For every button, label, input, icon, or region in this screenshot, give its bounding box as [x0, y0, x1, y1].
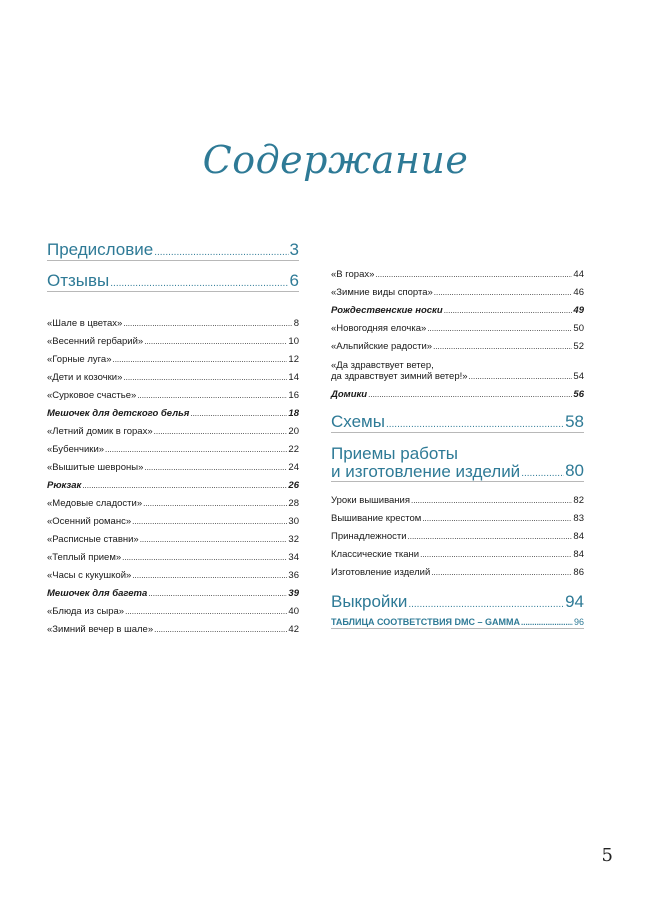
toc-entry-page: 3 — [289, 240, 299, 259]
toc-left-column — [47, 236, 299, 635]
divider — [47, 260, 299, 261]
toc-entry-label: «Медовые сладости» — [47, 498, 143, 509]
toc-entry-label: Домики — [331, 389, 368, 400]
toc-entry-label: Мешочек для багета — [47, 588, 148, 599]
toc-entry-page: 50 — [573, 323, 584, 334]
toc-entry-label: «В горах» — [331, 269, 375, 280]
toc-entry[interactable] — [331, 316, 584, 334]
dot-leader — [469, 372, 573, 382]
toc-entry-page: 86 — [573, 567, 584, 578]
toc-list-techniques — [331, 488, 584, 578]
toc-entry-label: «Альпийские радости» — [331, 341, 433, 352]
toc-entry-label-line2: и изготовление изделий — [331, 462, 521, 481]
dot-leader — [375, 270, 572, 280]
dot-leader — [132, 571, 287, 581]
toc-entry[interactable] — [47, 347, 299, 365]
toc-entry-label: «Вышитые шевроны» — [47, 462, 144, 473]
toc-entry[interactable] — [331, 334, 584, 352]
dot-leader — [144, 337, 287, 347]
toc-entry[interactable] — [331, 262, 584, 280]
toc-entry-label: «Блюда из сыра» — [47, 606, 125, 617]
toc-entry-page: 14 — [288, 372, 299, 383]
divider — [47, 291, 299, 292]
toc-entry-label-line2: да здравствует зимний ветер!» — [331, 371, 468, 382]
toc-entry[interactable] — [331, 542, 584, 560]
dot-leader — [431, 568, 572, 578]
toc-entry-page: 22 — [288, 444, 299, 455]
dot-leader — [444, 306, 573, 316]
toc-entry-page: 16 — [288, 390, 299, 401]
toc-entry-label: Выкройки — [331, 592, 408, 611]
dot-leader — [110, 277, 288, 291]
toc-entry-page: 8 — [293, 318, 299, 329]
toc-entry-label: «Весенний гербарий» — [47, 336, 144, 347]
toc-entry-label: Уроки вышивания — [331, 495, 411, 506]
toc-entry-page: 10 — [288, 336, 299, 347]
toc-entry-label-line1: Приемы работы — [331, 444, 458, 463]
toc-entry[interactable] — [331, 524, 584, 542]
toc-entry-page: 49 — [573, 305, 584, 316]
toc-entry[interactable] — [331, 560, 584, 578]
toc-entry[interactable] — [47, 311, 299, 329]
toc-entry-label: «Зимний вечер в шале» — [47, 624, 154, 635]
toc-entry-page: 80 — [565, 461, 584, 480]
toc-entry-page: 42 — [288, 624, 299, 635]
toc-entry-label: «Теплый прием» — [47, 552, 122, 563]
toc-entry-label: «Зимние виды спорта» — [331, 287, 433, 298]
dot-leader — [368, 390, 572, 400]
toc-right-column — [331, 262, 584, 629]
toc-entry[interactable] — [47, 329, 299, 347]
dot-leader — [143, 499, 287, 509]
toc-entry-page: 32 — [288, 534, 299, 545]
toc-entry-page: 52 — [573, 341, 584, 352]
page-title: Содержание — [202, 138, 469, 182]
dot-leader — [122, 553, 287, 563]
toc-entry[interactable] — [47, 473, 299, 491]
toc-entry-label: Классические ткани — [331, 549, 420, 560]
toc-entry[interactable] — [331, 506, 584, 524]
toc-entry[interactable] — [331, 488, 584, 506]
toc-entry-label: Вышивание крестом — [331, 513, 422, 524]
toc-entry-page: 82 — [573, 495, 584, 506]
toc-entry-label: «Расписные ставни» — [47, 534, 139, 545]
toc-entry-label: «Часы с кукушкой» — [47, 570, 132, 581]
toc-entry-schemes[interactable] — [331, 410, 584, 432]
dot-leader — [411, 496, 572, 506]
dot-leader — [123, 373, 287, 383]
toc-entry-label: «Летний домик в горах» — [47, 426, 153, 437]
dot-leader — [148, 589, 287, 599]
toc-entry-page: 44 — [573, 269, 584, 280]
toc-entry-page: 58 — [565, 412, 584, 431]
dot-leader — [144, 463, 287, 473]
dot-leader — [154, 246, 288, 260]
toc-entry-page: 56 — [573, 389, 584, 400]
toc-entry[interactable] — [47, 491, 299, 509]
toc-entry[interactable] — [47, 437, 299, 455]
toc-entry-page: 40 — [288, 606, 299, 617]
toc-entry-page: 54 — [573, 371, 584, 382]
dot-leader — [132, 517, 287, 527]
toc-entry-label: «Осенний романс» — [47, 516, 132, 527]
dot-leader — [105, 445, 287, 455]
dot-leader — [422, 514, 572, 524]
toc-entry-page: 6 — [289, 271, 299, 290]
toc-entry-page: 26 — [288, 480, 299, 491]
toc-entry[interactable] — [331, 382, 584, 400]
toc-entry-label: Предисловие — [47, 240, 154, 259]
divider — [331, 481, 584, 482]
toc-entry-label: Отзывы — [47, 271, 110, 290]
toc-entry-page: 84 — [573, 549, 584, 560]
toc-entry-label: «Новогодняя елочка» — [331, 323, 427, 334]
toc-entry-label: ТАБЛИЦА СООТВЕТСТВИЯ DMC – GAMMA — [331, 617, 521, 627]
toc-entry[interactable] — [47, 419, 299, 437]
toc-entry-page: 20 — [288, 426, 299, 437]
dot-leader — [521, 467, 564, 481]
toc-entry-preface[interactable] — [47, 236, 299, 260]
dot-leader — [154, 427, 288, 437]
toc-entry[interactable] — [331, 298, 584, 316]
toc-entry-label: Изготовление изделий — [331, 567, 431, 578]
toc-entry-page: 83 — [573, 513, 584, 524]
toc-entry[interactable] — [47, 545, 299, 563]
toc-entry[interactable] — [331, 280, 584, 298]
toc-entry[interactable] — [47, 365, 299, 383]
toc-entry-page: 94 — [565, 592, 584, 611]
toc-entry-label: Рюкзак — [47, 480, 82, 491]
dot-leader — [408, 598, 564, 612]
toc-entry-label: Рождественские носки — [331, 305, 443, 316]
toc-entry-patterns[interactable] — [331, 590, 584, 612]
toc-list-left — [47, 311, 299, 635]
toc-entry[interactable] — [47, 509, 299, 527]
toc-entry[interactable] — [47, 527, 299, 545]
toc-entry[interactable] — [47, 599, 299, 617]
toc-entry-label: Принадлежности — [331, 531, 407, 542]
toc-entry-page: 96 — [573, 617, 584, 627]
toc-entry-page: 18 — [288, 408, 299, 419]
toc-entry-page: 24 — [288, 462, 299, 473]
dot-leader — [154, 625, 287, 635]
dot-leader — [408, 532, 573, 542]
toc-entry-page: 30 — [288, 516, 299, 527]
toc-entry-label: «Горные луга» — [47, 354, 112, 365]
toc-entry-label: Мешочек для детского белья — [47, 408, 190, 419]
toc-entry[interactable] — [47, 383, 299, 401]
toc-entry-label — [331, 360, 468, 382]
toc-entry-page: 84 — [573, 531, 584, 542]
dot-leader — [137, 391, 287, 401]
toc-entry[interactable] — [47, 617, 299, 635]
toc-entry[interactable] — [47, 563, 299, 581]
toc-entry-label-line1: «Да здравствует ветер, — [331, 360, 434, 371]
divider — [331, 432, 584, 433]
toc-entry-techniques[interactable] — [331, 443, 584, 481]
toc-entry-page: 28 — [288, 498, 299, 509]
toc-entry-label — [331, 445, 520, 481]
dot-leader — [140, 535, 288, 545]
toc-entry-label: «Шале в цветах» — [47, 318, 123, 329]
toc-entry-multiline[interactable] — [331, 352, 584, 382]
page-number: 5 — [601, 845, 613, 866]
toc-entry-page: 39 — [288, 588, 299, 599]
dot-leader — [125, 607, 287, 617]
toc-entry-page: 12 — [288, 354, 299, 365]
toc-entry-table[interactable] — [331, 612, 584, 628]
toc-entry-label: «Дети и козочки» — [47, 372, 123, 383]
toc-entry[interactable] — [47, 581, 299, 599]
toc-entry-label: Схемы — [331, 412, 385, 431]
dot-leader — [420, 550, 572, 560]
dot-leader — [82, 481, 287, 491]
dot-leader — [112, 355, 287, 365]
toc-entry-reviews[interactable] — [47, 267, 299, 291]
divider — [331, 628, 584, 629]
toc-entry-page: 36 — [288, 570, 299, 581]
dot-leader — [433, 342, 572, 352]
dot-leader — [123, 319, 292, 329]
dot-leader — [521, 618, 573, 628]
toc-entry-page: 34 — [288, 552, 299, 563]
dot-leader — [434, 288, 573, 298]
toc-entry-label: «Сурковое счастье» — [47, 390, 137, 401]
dot-leader — [190, 409, 287, 419]
dot-leader — [386, 418, 564, 432]
toc-entry-page: 46 — [573, 287, 584, 298]
dot-leader — [427, 324, 572, 334]
toc-entry-label: «Бубенчики» — [47, 444, 105, 455]
toc-entry[interactable] — [47, 401, 299, 419]
toc-entry[interactable] — [47, 455, 299, 473]
